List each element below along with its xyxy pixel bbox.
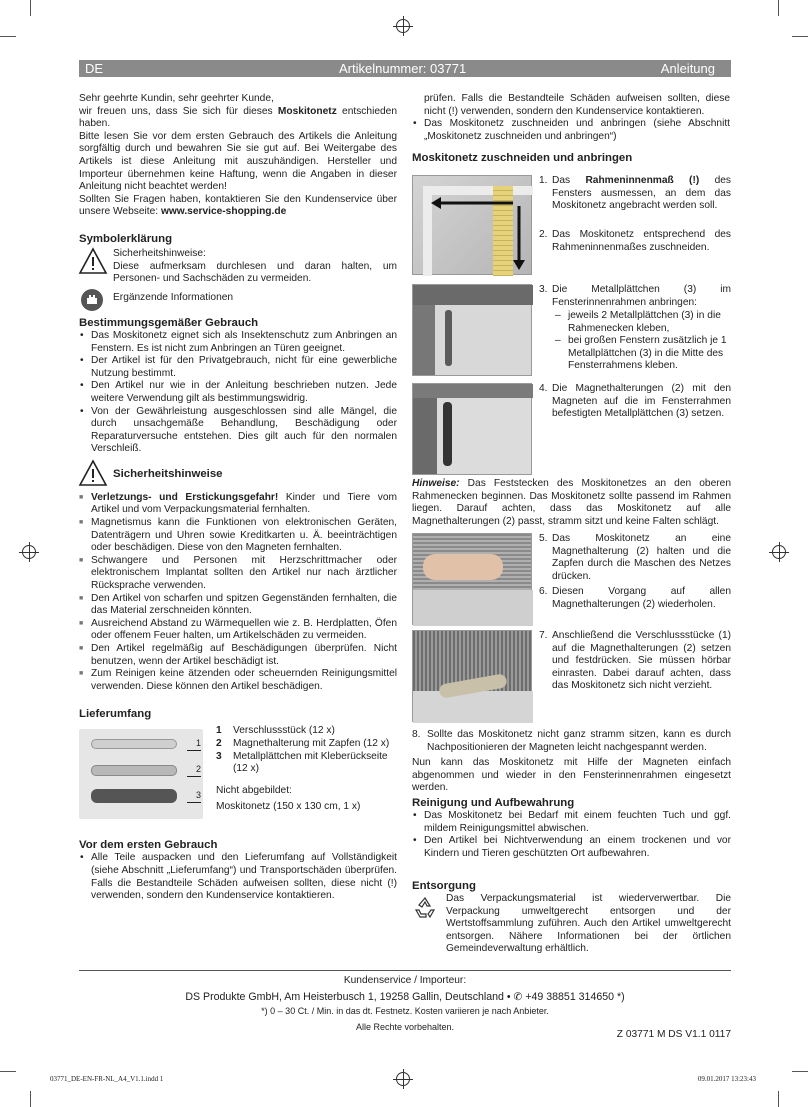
usage-heading: Bestimmungsgemäßer Gebrauch xyxy=(79,316,259,329)
final-paragraph: Nun kann das Moskitonetz mit Hilfe der Magneten einfach abgenommen und wieder in den Fensterinnenrahmen eingesetzt werden. xyxy=(412,757,731,794)
article-number: Artikelnummer: 03771 xyxy=(339,61,467,76)
list-item: ■ Ausreichend Abstand zu Wärmequellen wie z. B. Herdplatten, Öfen oder offenem Feuer halten, um Artikelschäden zu vermeiden. xyxy=(79,618,397,643)
item-number: 3 xyxy=(216,750,222,762)
info-symbol-text: Ergänzende Informationen xyxy=(113,291,234,303)
step-text: Sollte das Moskitonetz nicht ganz stramm sitzen, kann es durch Nachpositionieren der Magneten leicht nachgespannt werden. xyxy=(427,729,731,753)
list-item: ■ Magnetismus kann die Funktionen von elektronischen Geräten, Datenträgern und Uhren sowie Kreditkarten u. Ä. beeinträchtigen oder beschädigen. Diese von den Magneten fernhalten. xyxy=(79,517,397,555)
list-item: • Den Artikel bei Nichtverwendung an einem trockenen und vor Kindern und Tieren geschützten Ort aufbewahren. xyxy=(412,835,731,860)
website-link[interactable]: www.service-shopping.de xyxy=(160,206,287,218)
parts-illustration xyxy=(79,729,203,819)
left-column xyxy=(79,93,397,902)
list-item: • Den Artikel nur wie in der Anleitung beschrieben nutzen. Jede weitere Verwendung gilt als bestimmungswidrig. xyxy=(79,380,397,405)
crop-mark xyxy=(778,1091,779,1107)
photo-press-pins xyxy=(412,533,532,625)
safety-heading-row xyxy=(79,460,397,492)
continued-text: prüfen. Falls die Bestandteile Schäden aufweisen sollten, diese nicht (!) verwenden, sondern den Kundenservice kontaktieren. xyxy=(424,93,730,117)
photo-closure-pieces xyxy=(412,630,532,722)
metal-plate-image xyxy=(445,310,452,366)
not-shown-label: Nicht abgebildet: xyxy=(216,784,292,796)
step-number: 1. xyxy=(539,175,548,186)
info-hand-icon xyxy=(80,288,104,312)
step-number: 3. xyxy=(539,284,548,295)
list-item: • Alle Teile auspacken und den Lieferumfang auf Vollständigkeit (siehe Abschnitt „Lieferumfang“) und Transportschäden überprüfen. Falls die Bestandteile Schäden aufweisen sollten, diese nicht (!) verwenden, sondern den Kundenservice kontaktieren. xyxy=(79,852,397,902)
usage-list xyxy=(79,330,397,456)
first-use-heading: Vor dem ersten Gebrauch xyxy=(79,839,218,852)
cleaning-list xyxy=(412,810,731,860)
step-number: 7. xyxy=(539,630,548,641)
symbols-heading: Symbolerklärung xyxy=(79,232,173,245)
crop-mark xyxy=(792,1071,808,1072)
list-item: • Der Artikel ist für den Privatgebrauch, nicht für eine gewerbliche Nutzung bestimmt. xyxy=(79,355,397,380)
registration-mark-bottom xyxy=(396,1072,410,1086)
footer-rights: Alle Rechte vorbehalten. xyxy=(355,1022,455,1032)
disposal-heading: Entsorgung xyxy=(412,880,476,892)
crop-mark xyxy=(0,36,16,37)
danger-text: Kinder und Tiere vom Artikel und vom Verpackungsmaterial fernhalten. xyxy=(91,491,397,516)
photo-metal-plates xyxy=(412,284,532,376)
header-bar xyxy=(79,60,731,77)
intro-paragraph-1 xyxy=(79,106,397,131)
sub-item-text: bei großen Fenstern zusätzlich je 1 Metallplättchen (3) in die Mitte des Fensterrahmens kleben. xyxy=(568,335,727,372)
sub-item xyxy=(555,310,731,335)
list-item: • Das Moskitonetz zuschneiden und anbringen (siehe Abschnitt „Moskitonetz zuschneiden und anbringen“) xyxy=(412,118,730,143)
crop-mark xyxy=(30,1091,31,1107)
photo-measure-frame xyxy=(412,175,532,275)
step-text-part: des Fensters ausmessen, an dem das Moskitonetz angebracht werden soll. xyxy=(552,175,731,212)
list-item xyxy=(216,751,399,776)
dash: – xyxy=(555,310,561,321)
scope-block xyxy=(79,725,397,833)
callout-2: 2 xyxy=(187,763,201,777)
disposal-section xyxy=(412,879,731,956)
warning-symbol-text xyxy=(113,248,397,286)
finger-image xyxy=(423,554,503,580)
danger-label: Verletzungs- und Erstickungsgefahr! xyxy=(91,491,279,503)
step-text: Die Magnethalterungen (2) mit den Magneten auf die im Fensterrahmen befestigten Metallplättchen (3) setzen. xyxy=(552,383,731,420)
step-number: 2. xyxy=(539,229,548,240)
language-label: DE xyxy=(85,61,104,76)
step-text: Die Metallplättchen (3) im Fensterinnenrahmen anbringen: xyxy=(552,284,731,308)
dash: – xyxy=(555,335,561,347)
step-text xyxy=(552,175,731,213)
item-number: 1 xyxy=(216,725,222,737)
registration-mark-right xyxy=(772,545,786,559)
magnet-holder-image xyxy=(443,402,452,466)
step-number: 4. xyxy=(539,383,548,394)
print-date-info: 09.01.2017 13:23:43 xyxy=(697,1075,756,1083)
footer-address: DS Produkte GmbH, Am Heisterbusch 1, 19258 Gallin, Deutschland • ✆ +49 38851 314650 *) xyxy=(185,991,625,1003)
intro-text: entschieden haben. xyxy=(79,105,397,130)
step-number: 5. xyxy=(539,533,548,544)
list-item xyxy=(216,738,399,751)
intro-paragraph-2: Bitte lesen Sie vor dem ersten Gebrauch des Artikels die Anleitung sorgfältig durch und bewahren Sie sie gut auf. Bei Weitergabe des Artikels ist diese Anleitung mit auszuhändigen. Hersteller und Importeur übernehmen keine Haftung, wenn die Angaben in dieser Anleitung nicht beachtet werden! xyxy=(79,130,397,193)
item-number: 2 xyxy=(216,737,222,749)
footer-service-label: Kundenservice / Importeur: xyxy=(343,975,467,986)
metal-plate-image xyxy=(91,789,177,803)
greeting: Sehr geehrte Kundin, sehr geehrter Kunde, xyxy=(79,93,274,104)
step-text: Anschließend die Verschlussstücke (1) auf die Magnethalterungen (2) setzen und festdrücken. Sie müssen hörbar einrasten. Dabei darauf achten, dass das Moskitonetz sich nicht verzieht. xyxy=(552,630,731,692)
first-use-list xyxy=(79,852,397,902)
crop-mark xyxy=(792,36,808,37)
safety-list xyxy=(79,492,397,694)
photo-magnet-holders xyxy=(412,383,532,475)
step-text: Diesen Vorgang auf allen Magnethalterungen (2) wiederholen. xyxy=(552,586,731,610)
warning-symbol-title: Sicherheitshinweise: xyxy=(113,247,206,259)
step-text: Das Moskitonetz an eine Magnethalterung (2) halten und die Zapfen durch die Maschen des Netzes drücken. xyxy=(552,533,731,582)
frame-top xyxy=(413,384,533,398)
frame-top xyxy=(413,285,533,305)
list-item: • Von der Gewährleistung ausgeschlossen sind alle Mängel, die durch unsachgemäße Behandlung, Beschädigung oder Reparaturversuche entstehen. Dies gilt auch für den normalen Verschleiß. xyxy=(79,406,397,456)
intro-text: Sollten Sie Fragen haben, kontaktieren Sie den Kundenservice über unsere Webseite: xyxy=(79,193,397,218)
list-item xyxy=(79,492,397,517)
footer-divider xyxy=(79,970,731,971)
step-text: Das Moskitonetz entsprechend des Rahmeninnenmaßes zuschneiden. xyxy=(552,229,731,253)
callout-1: 1 xyxy=(187,737,201,751)
hint-text: Das Feststecken des Moskitonetzes an den oberen Rahmenecken beginnen. Das Moskitonetz sollte passend im Rahmen liegen. Darauf achten, dass das Moskitonetz auf alle Magnethalterungen (2) passt, stramm sitzt und keine Falten schlägt. xyxy=(412,478,731,527)
scope-heading: Lieferumfang xyxy=(79,708,152,721)
step-text-bold: Rahmeninnenmaß (!) xyxy=(585,175,700,186)
warning-symbol-desc: Diese aufmerksam durchlesen und daran halten, um Personen- und Sachschäden zu vermeiden. xyxy=(113,260,397,285)
symbols-block xyxy=(79,248,397,310)
registration-mark-top xyxy=(396,19,410,33)
list-item: • Das Moskitonetz eignet sich als Insektenschutz zum Anbringen an Fenstern. Es ist nicht zum Anbringen an Türen geeignet. xyxy=(79,330,397,355)
print-file-info: 03771_DE-EN-FR-NL_A4_V1.1.indd 1 xyxy=(50,1075,164,1083)
crop-mark xyxy=(30,0,31,16)
list-item: • Das Moskitonetz bei Bedarf mit einem feuchten Tuch und ggf. mildem Reinigungsmittel abwischen. xyxy=(412,810,731,835)
list-item: ■ Zum Reinigen keine ätzenden oder scheuernden Reinigungsmittel verwenden. Diese können den Artikel beschädigen. xyxy=(79,668,397,693)
document-title: Anleitung xyxy=(660,61,715,76)
step-text-part: Das xyxy=(552,175,586,186)
not-shown-item: Moskitonetz (150 x 130 cm, 1 x) xyxy=(216,801,361,813)
list-item xyxy=(216,725,399,738)
sub-item xyxy=(555,335,731,373)
intro-paragraph-3 xyxy=(79,194,397,219)
magnet-holder-image xyxy=(91,765,177,776)
cleaning-heading: Reinigung und Aufbewahrung xyxy=(412,797,575,809)
list-item: ■ Den Artikel von scharfen und spitzen Gegenständen fernhalten, die das Material zerschneiden könnten. xyxy=(79,593,397,618)
item-text: Magnethalterung mit Zapfen (12 x) xyxy=(233,737,390,749)
registration-mark-left xyxy=(22,545,36,559)
product-name: Moskitonetz xyxy=(277,105,337,117)
item-text: Metallplättchen mit Kleberückseite (12 x) xyxy=(233,750,388,775)
right-column xyxy=(412,93,730,165)
crop-mark xyxy=(778,0,779,16)
document-code: Z 03771 M DS V1.1 0117 xyxy=(616,1029,731,1040)
closure-piece-image xyxy=(91,739,177,749)
list-item: ■ Schwangere und Personen mit Herzschrittmacher oder elektronischem Implantat sollten den Artikel nur nach ärztlicher Rücksprache verwenden. xyxy=(79,555,397,593)
step-3-sublist xyxy=(555,310,731,373)
sub-item-text: jeweils 2 Metallplättchen (3) in die Rahmenecken kleben, xyxy=(568,310,721,334)
crop-mark xyxy=(0,1071,16,1072)
recycling-icon xyxy=(412,896,438,920)
item-text: Verschlussstück (12 x) xyxy=(233,725,335,737)
disposal-text: Das Verpackungsmaterial ist wiederverwertbar. Die Verpackung umweltgerecht entsorgen und der Wertstoffsammlung zuführen. Auch den Artikel umweltgerecht entsorgen. Nähere Informationen bei der örtlichen Gemeindeverwaltung erhältlich. xyxy=(446,893,731,955)
hint-paragraph xyxy=(412,478,731,528)
list-item: ■ Den Artikel regelmäßig auf Beschädigungen überprüfen. Nicht benutzen, wenn der Artikel beschädigt ist. xyxy=(79,643,397,668)
first-use-list-continued xyxy=(412,93,730,143)
scope-list xyxy=(216,725,399,814)
callout-3: 3 xyxy=(187,789,201,803)
warning-triangle-icon xyxy=(79,460,107,486)
footer-cost-note: *) 0 – 30 Ct. / Min. in das dt. Festnetz. Kosten variieren je nach Anbieter. xyxy=(261,1006,549,1016)
step-number: 8. xyxy=(412,729,421,740)
arrow-icon xyxy=(413,176,533,276)
list-item-continued xyxy=(412,93,730,118)
cleaning-section xyxy=(412,796,731,860)
frame-edge xyxy=(413,691,533,723)
frame-edge xyxy=(413,590,533,626)
intro-text: wir freuen uns, dass Sie sich für dieses xyxy=(79,105,278,117)
warning-triangle-icon xyxy=(79,248,107,274)
step-number: 6. xyxy=(539,586,548,597)
mounting-heading: Moskitonetz zuschneiden und anbringen xyxy=(412,152,633,165)
hint-label: Hinweise: xyxy=(412,478,460,489)
safety-heading: Sicherheitshinweise xyxy=(113,467,223,480)
